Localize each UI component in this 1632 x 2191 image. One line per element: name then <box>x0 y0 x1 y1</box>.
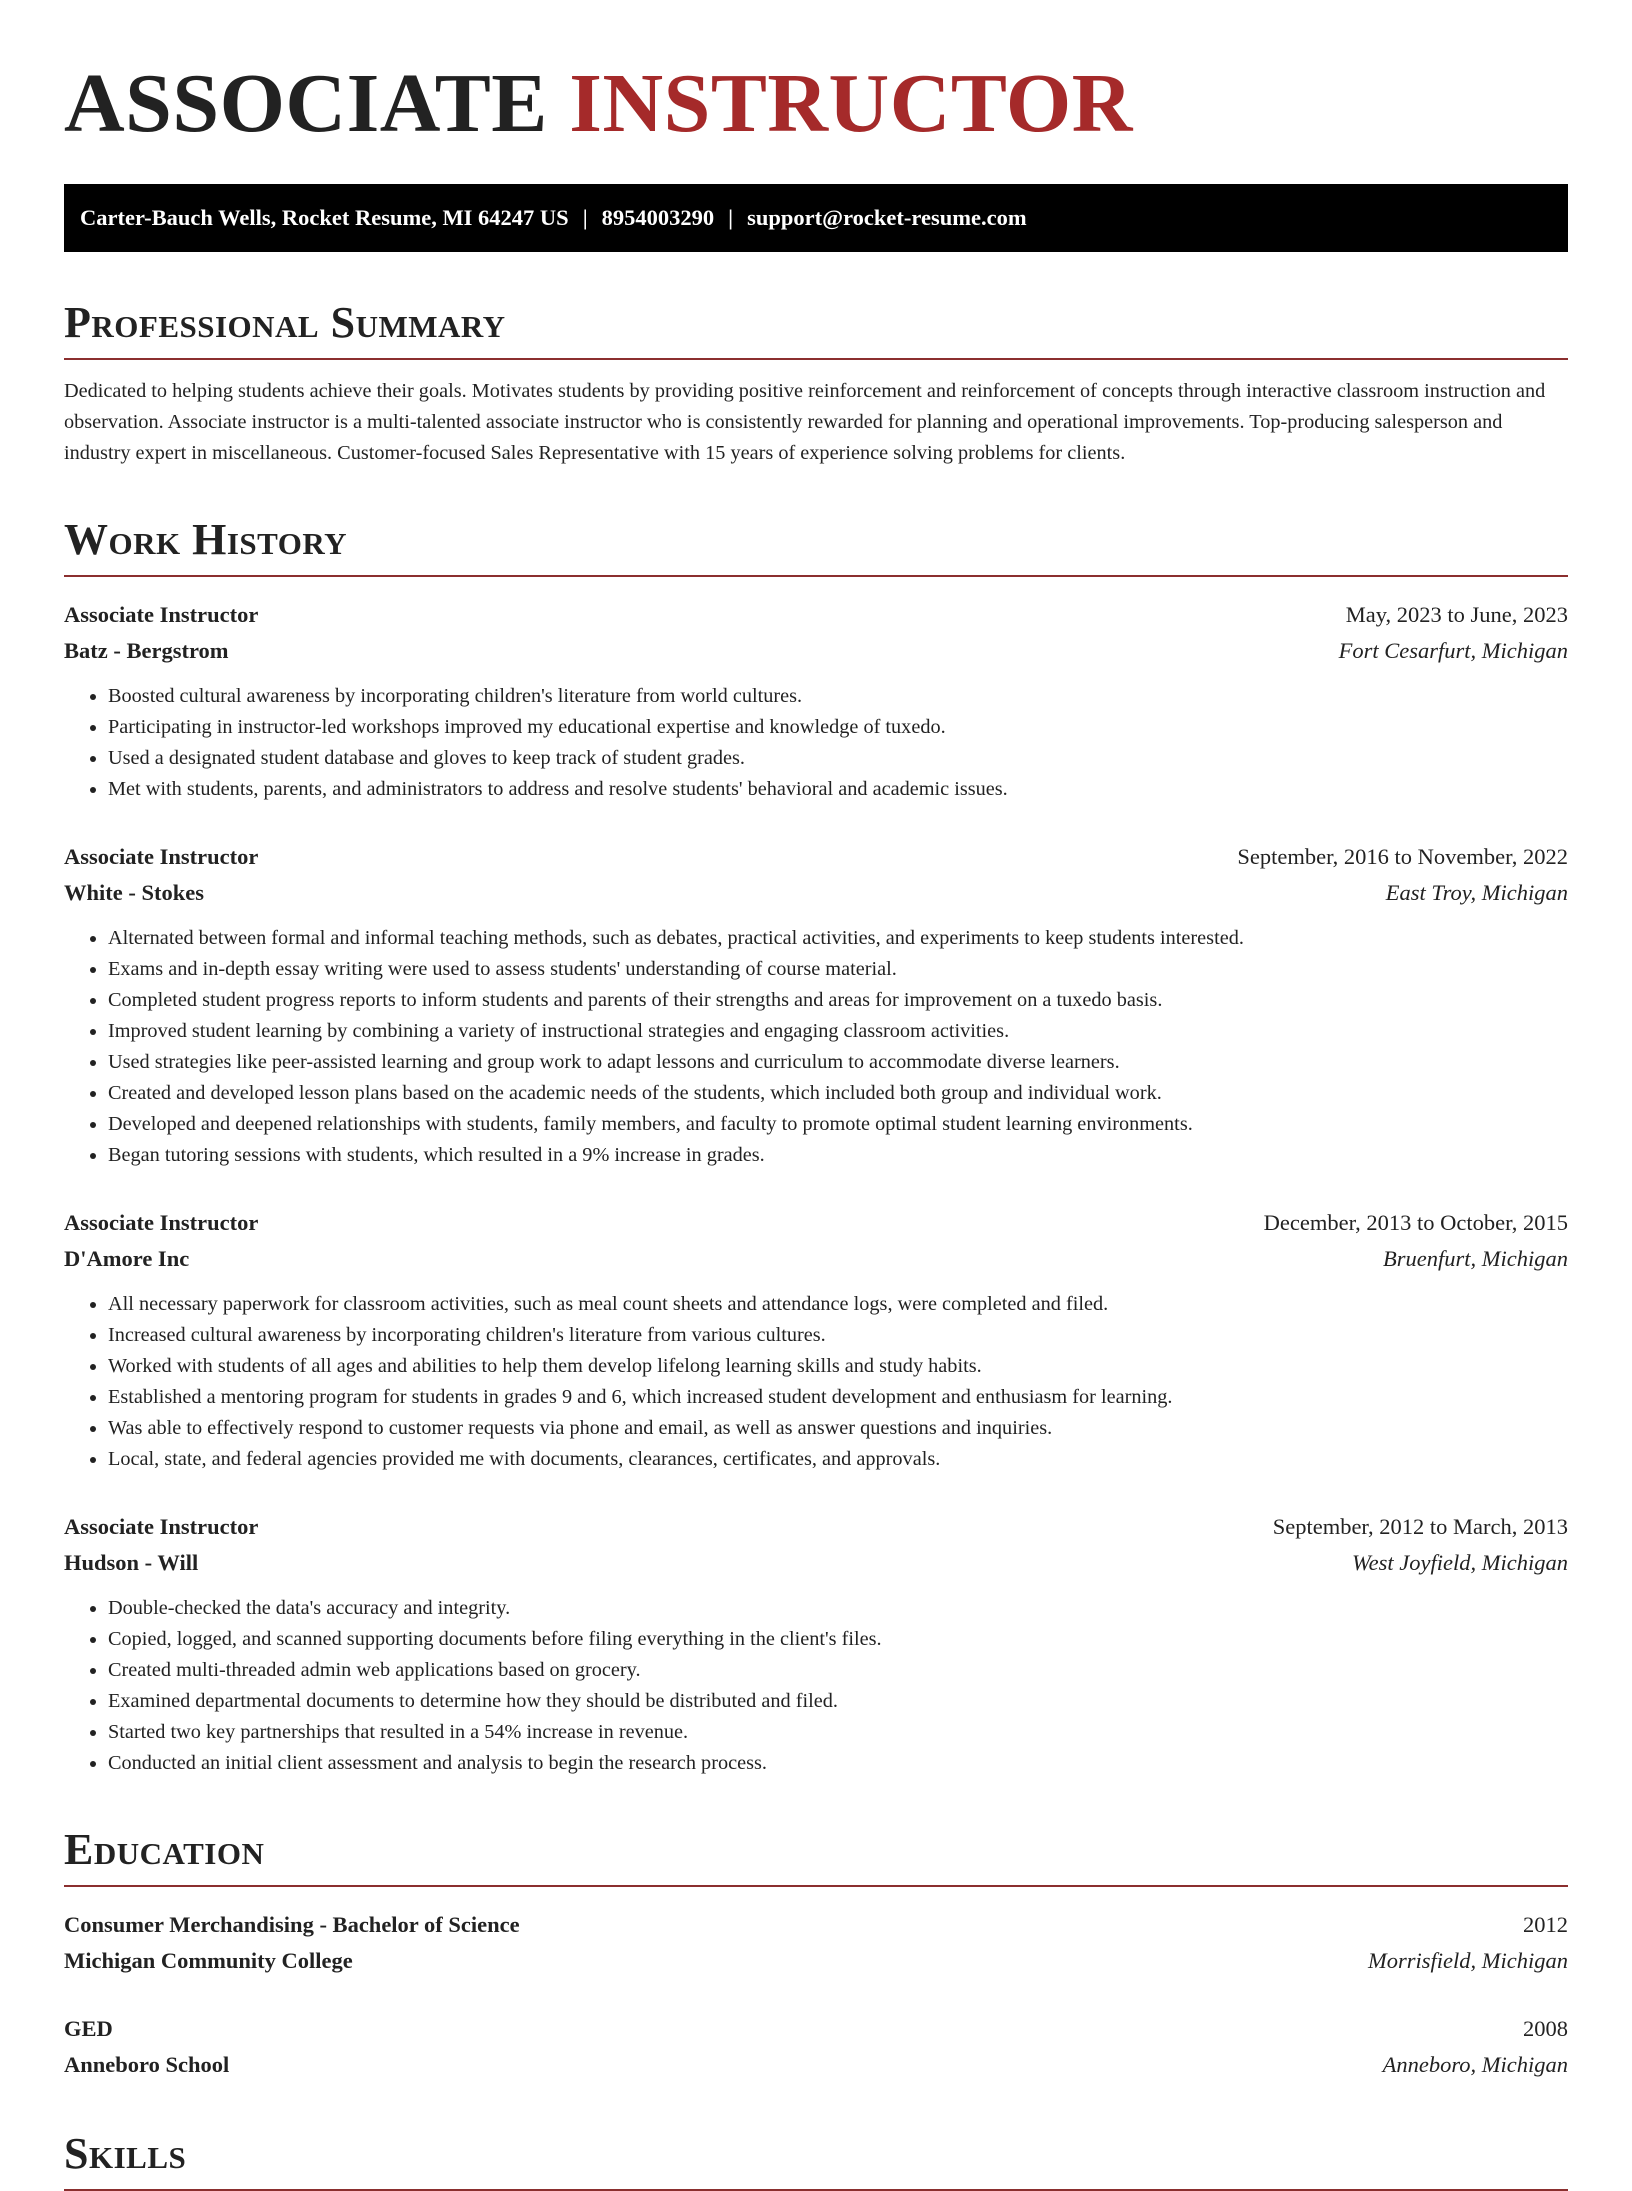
job-dates: September, 2012 to March, 2013 <box>1272 1514 1568 1539</box>
job-bullet: • Worked with students of all ages and abilities to help them develop lifelong learning skills and study habits. <box>108 1351 1568 1382</box>
job-bullet: • Copied, logged, and scanned supporting documents before filing everything in the client's files. <box>108 1624 1568 1655</box>
job-title: Associate Instructor <box>64 1514 259 1539</box>
job-entry <box>64 839 1568 1171</box>
contact-email: support@rocket-resume.com <box>747 205 1027 230</box>
job-bullet: • Participating in instructor-led workshops improved my educational expertise and knowledge of tuxedo. <box>108 712 1568 743</box>
job-company: Hudson - Will <box>64 1550 199 1575</box>
job-bullet: • Used a designated student database and gloves to keep track of student grades. <box>108 743 1568 774</box>
title-part-2: INSTRUCTOR <box>569 57 1133 150</box>
summary-heading: Professional Summary <box>64 298 1568 360</box>
job-bullets <box>64 1289 1568 1475</box>
education-degree: Consumer Merchandising - Bachelor of Science <box>64 1912 520 1937</box>
job-dates: September, 2016 to November, 2022 <box>1237 844 1568 869</box>
job-entry <box>64 1205 1568 1475</box>
education-year: 2012 <box>1523 1912 1568 1937</box>
job-location: Bruenfurt, Michigan <box>1383 1246 1568 1271</box>
job-bullet: • Created and developed lesson plans based on the academic needs of the students, which included both group and individual work. <box>108 1078 1568 1109</box>
job-bullets <box>64 681 1568 805</box>
job-location: East Troy, Michigan <box>1385 880 1568 905</box>
education-heading: Education <box>64 1825 1568 1887</box>
contact-separator: | <box>728 205 734 230</box>
job-bullet: • Conducted an initial client assessment and analysis to begin the research process. <box>108 1748 1568 1779</box>
resume-title <box>64 56 1568 152</box>
job-bullet: • Boosted cultural awareness by incorporating children's literature from world cultures. <box>108 681 1568 712</box>
contact-phone: 8954003290 <box>601 205 715 230</box>
job-bullet: • Began tutoring sessions with students, which resulted in a 9% increase in grades. <box>108 1140 1568 1171</box>
job-location: West Joyfield, Michigan <box>1352 1550 1568 1575</box>
summary-text: Dedicated to helping students achieve their goals. Motivates students by providing positive reinforcement and reinforcement of concepts through interactive classroom instruction and observation. Associate instructor is a multi-talented associate instructor who is consistently rewarded for planning and operational improvements. Top-producing salesperson and industry expert in miscellaneous. Customer-focused Sales Representative with 15 years of experience solving problems for clients. <box>64 380 1546 464</box>
title-part-1: ASSOCIATE <box>64 57 548 150</box>
job-bullet: • Completed student progress reports to inform students and parents of their strengths and areas for improvement on a tuxedo basis. <box>108 985 1568 1016</box>
job-entry <box>64 1509 1568 1779</box>
job-bullet: • All necessary paperwork for classroom activities, such as meal count sheets and attendance logs, were completed and filed. <box>108 1289 1568 1320</box>
job-entry <box>64 597 1568 805</box>
skills-heading: Skills <box>64 2129 1568 2191</box>
job-bullet: • Examined departmental documents to determine how they should be distributed and filed. <box>108 1686 1568 1717</box>
job-bullet: • Was able to effectively respond to customer requests via phone and email, as well as answer questions and inquiries. <box>108 1413 1568 1444</box>
education-school: Anneboro School <box>64 2052 230 2077</box>
contact-address: Carter-Bauch Wells, Rocket Resume, MI 64247 US <box>80 205 569 230</box>
job-bullet: • Exams and in-depth essay writing were used to assess students' understanding of course material. <box>108 954 1568 985</box>
work-history-heading: Work History <box>64 515 1568 577</box>
job-bullet: • Started two key partnerships that resulted in a 54% increase in revenue. <box>108 1717 1568 1748</box>
job-bullet: • Met with students, parents, and administrators to address and resolve students' behavioral and academic issues. <box>108 774 1568 805</box>
job-dates: December, 2013 to October, 2015 <box>1263 1210 1568 1235</box>
job-bullet: • Used strategies like peer-assisted learning and group work to adapt lessons and curriculum to accommodate diverse learners. <box>108 1047 1568 1078</box>
job-bullet: • Created multi-threaded admin web applications based on grocery. <box>108 1655 1568 1686</box>
job-company: D'Amore Inc <box>64 1246 190 1271</box>
job-bullet: • Alternated between formal and informal teaching methods, such as debates, practical activities, and experiments to keep students interested. <box>108 923 1568 954</box>
job-title: Associate Instructor <box>64 844 259 869</box>
job-bullet: • Developed and deepened relationships with students, family members, and faculty to promote optimal student learning environments. <box>108 1109 1568 1140</box>
job-bullets <box>64 923 1568 1171</box>
job-company: White - Stokes <box>64 880 204 905</box>
job-bullet: • Improved student learning by combining a variety of instructional strategies and engaging classroom activities. <box>108 1016 1568 1047</box>
job-location: Fort Cesarfurt, Michigan <box>1338 638 1568 663</box>
job-title: Associate Instructor <box>64 602 259 627</box>
education-year: 2008 <box>1523 2016 1568 2041</box>
job-bullet: • Double-checked the data's accuracy and integrity. <box>108 1593 1568 1624</box>
job-bullet: • Established a mentoring program for students in grades 9 and 6, which increased student development and enthusiasm for learning. <box>108 1382 1568 1413</box>
education-entry <box>64 1907 1568 1979</box>
contact-separator: | <box>582 205 588 230</box>
job-bullets <box>64 1593 1568 1779</box>
education-entry <box>64 2011 1568 2083</box>
education-school: Michigan Community College <box>64 1948 353 1973</box>
contact-bar <box>64 184 1568 252</box>
job-bullet: • Local, state, and federal agencies provided me with documents, clearances, certificates, and approvals. <box>108 1444 1568 1475</box>
education-degree: GED <box>64 2016 113 2041</box>
education-location: Morrisfield, Michigan <box>1368 1948 1568 1973</box>
job-bullet: • Increased cultural awareness by incorporating children's literature from various cultures. <box>108 1320 1568 1351</box>
job-title: Associate Instructor <box>64 1210 259 1235</box>
job-company: Batz - Bergstrom <box>64 638 229 663</box>
education-location: Anneboro, Michigan <box>1382 2052 1568 2077</box>
job-dates: May, 2023 to June, 2023 <box>1345 602 1568 627</box>
